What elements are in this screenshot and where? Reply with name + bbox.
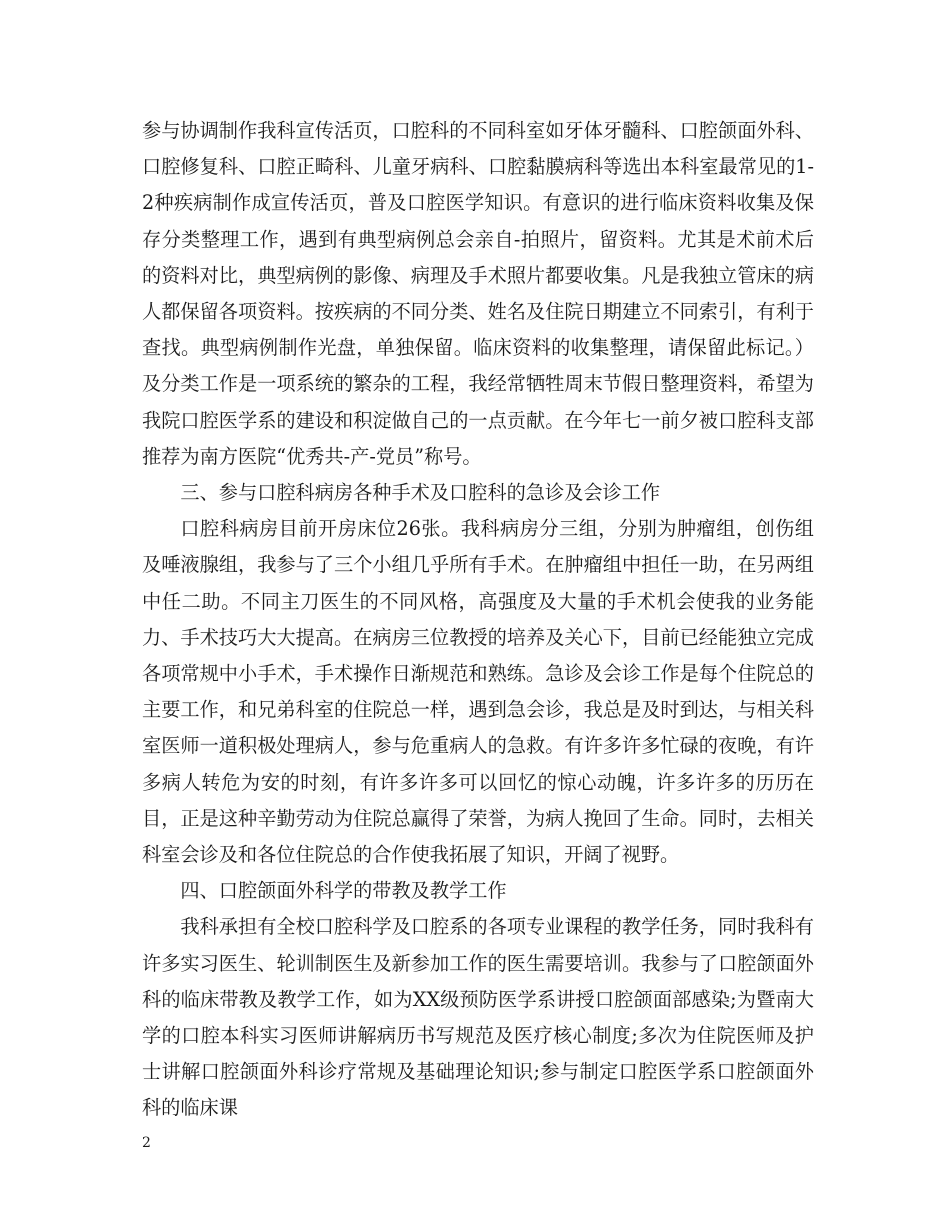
paragraph-ward-surgery: 口腔科病房目前开房床位26张。我科病房分三组，分别为肿瘤组，创伤组及唾液腺组，我参与了三个小组几乎所有手术。在肿瘤组中担任一助，在另两组中任二助。不同主刀医生的不同风格，高强度及大量的手术机会使我的业务能力、手术技巧大大提高。在病房三位教授的培养及关心下，目前已经能独立完成各项常规中小手术，手术操作日渐规范和熟练。急诊及会诊工作是每个住院总的主要工作，和兄弟科室的住院总一样，遇到急会诊，我总是及时到达，与相关科室医师一道积极处理病人，参与危重病人的急救。有许多许多忙碌的夜晚，有许多病人转危为安的时刻，有许多许多可以回忆的惊心动魄，许多许多的历历在目，正是这种辛勤劳动为住院总赢得了荣誉，为病人挽回了生命。同时，去相关科室会诊及和各位住院总的合作使我拓展了知识，开阔了视野。: [142, 517, 814, 867]
paragraph-teaching-work: 我科承担有全校口腔科学及口腔系的各项专业课程的教学任务，同时我科有许多实习医生、轮训制医生及新参加工作的医生需要培训。我参与了口腔颌面外科的临床带教及教学工作，如为XX级预防医学系讲授口腔颌面部感染;为暨南大学的口腔本科实习医师讲解病历书写规范及医疗核心制度;多次为住院医师及护士讲解口腔颌面外科诊疗常规及基础理论知识;参与制定口腔医学系口腔颌面外科的临床课: [142, 915, 814, 1120]
document-body: [142, 113, 814, 1127]
section-heading-teaching: 四、口腔颌面外科学的带教及教学工作: [180, 879, 507, 903]
section-heading-surgery-and-consultation: 三、参与口腔科病房各种手术及口腔科的急诊及会诊工作: [180, 481, 661, 505]
page-number: 2: [142, 1135, 151, 1151]
paragraph-publicity-and-records: 参与协调制作我科宣传活页，口腔科的不同科室如牙体牙髓科、口腔颌面外科、口腔修复科、口腔正畸科、儿童牙病科、口腔黏膜病科等选出本科室最常见的1-2种疾病制作成宣传活页，普及口腔医学知识。有意识的进行临床资料收集及保存分类整理工作，遇到有典型病例总会亲自-拍照片，留资料。尤其是术前术后的资料对比，典型病例的影像、病理及手术照片都要收集。凡是我独立管床的病人都保留各项资料。按疾病的不同分类、姓名及住院日期建立不同索引，有利于查找。典型病例制作光盘，单独保留。临床资料的收集整理，请保留此标记。）及分类工作是一项系统的繁杂的工程，我经常牺牲周末节假日整理资料，希望为我院口腔医学系的建设和积淀做自己的一点贡献。在今年七一前夕被口腔科支部推荐为南方医院“优秀共-产-党员”称号。: [142, 119, 814, 468]
